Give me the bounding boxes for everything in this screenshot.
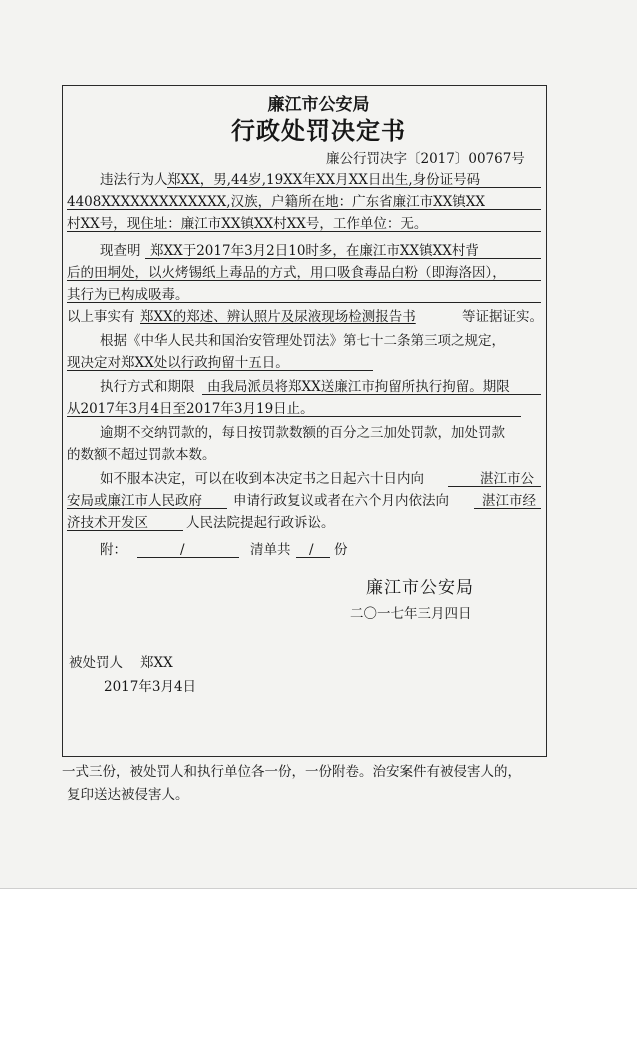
underline bbox=[67, 231, 541, 232]
footer-note-line1: 一式三份，被处罚人和执行单位各一份，一份附卷。治安案件有被侵害人的， bbox=[62, 764, 521, 780]
appeal-body-3: 湛江市经 bbox=[482, 493, 536, 509]
underline bbox=[67, 209, 541, 210]
execution-line1: 由我局派员将郑XX送廉江市拘留所执行拘留。期限 bbox=[207, 379, 510, 395]
overdue-line2: 的数额不超过罚款本数。 bbox=[67, 447, 216, 463]
underline bbox=[474, 508, 541, 509]
violator-info-line2: 4408XXXXXXXXXXXXX,汉族，户籍所在地：广东省廉江市XX镇XX bbox=[67, 194, 486, 210]
finding-label: 现查明 bbox=[100, 243, 141, 259]
issuer-name: 廉江市公安局 bbox=[366, 578, 474, 598]
footer-note-line2: 复印送达被侵害人。 bbox=[67, 787, 189, 803]
document-number: 廉公行罚决字〔2017〕00767号 bbox=[326, 151, 525, 167]
attachment-unit: 份 bbox=[334, 542, 348, 558]
appeal-mid: 申请行政复议或者在六个月内依法向 bbox=[233, 493, 449, 509]
penalized-date: 2017年3月4日 bbox=[104, 679, 197, 695]
attachment-slash: / bbox=[180, 542, 185, 558]
underline bbox=[448, 486, 541, 487]
evidence-prefix: 以上事实有 bbox=[67, 309, 135, 325]
attachment-list-label: 清单共 bbox=[250, 542, 291, 558]
evidence-value: 郑XX的郑述、辨认照片及尿液现场检测报告书 bbox=[140, 309, 416, 325]
overdue-line1: 逾期不交纳罚款的，每日按罚款数额的百分之三加处罚款，加处罚款 bbox=[100, 425, 505, 441]
appeal-line1: 如不服本决定，可以在收到本决定书之日起六十日内向 bbox=[100, 471, 424, 487]
finding-line2: 后的田垌处，以火烤锡纸上毒品的方式，用口吸食毒品白粉（即海洛因）， bbox=[67, 265, 506, 281]
agency-title: 廉江市公安局 bbox=[267, 95, 370, 115]
appeal-body-2: 安局或廉江市人民政府 bbox=[67, 493, 202, 509]
document-title: 行政处罚决定书 bbox=[231, 116, 406, 145]
evidence-suffix: 等证据证实。 bbox=[462, 309, 543, 325]
appeal-body-1: 湛江市公 bbox=[480, 471, 534, 487]
attachment-label: 附： bbox=[100, 542, 127, 558]
underline bbox=[67, 280, 541, 281]
violator-info-line3: 村XX号，现住址：廉江市XX镇XX村XX号，工作单位：无。 bbox=[67, 216, 428, 232]
penalized-label: 被处罚人 bbox=[69, 655, 123, 671]
finding-line1: 郑XX于2017年3月2日10时多，在廉江市XX镇XX村背 bbox=[150, 243, 479, 259]
underline bbox=[67, 508, 227, 509]
attachment-count: / bbox=[309, 542, 314, 558]
finding-line3: 其行为已构成吸毒。 bbox=[67, 287, 189, 303]
issue-date: 二〇一七年三月四日 bbox=[350, 606, 472, 622]
underline bbox=[67, 370, 373, 371]
underline bbox=[137, 557, 239, 558]
appeal-body-4: 济技术开发区 bbox=[67, 515, 148, 531]
violator-label: 违法行为人 bbox=[100, 172, 168, 188]
underline bbox=[67, 302, 541, 303]
law-line2: 现决定对郑XX处以行政拘留十五日。 bbox=[67, 355, 289, 371]
execution-line2: 从2017年3月4日至2017年3月19日止。 bbox=[67, 401, 314, 417]
law-line1: 根据《中华人民共和国治安管理处罚法》第七十二条第三项之规定， bbox=[100, 333, 505, 349]
underline bbox=[67, 416, 521, 417]
appeal-suffix: 人民法院提起行政诉讼。 bbox=[186, 515, 335, 531]
underline bbox=[145, 258, 541, 259]
execution-label: 执行方式和期限 bbox=[100, 379, 195, 395]
violator-info-line1: 郑XX，男,44岁,19XX年XX月XX日出生,身份证号码 bbox=[167, 172, 481, 188]
penalized-name: 郑XX bbox=[140, 655, 173, 671]
underline bbox=[67, 530, 183, 531]
underline bbox=[167, 187, 541, 188]
underline bbox=[202, 394, 541, 395]
